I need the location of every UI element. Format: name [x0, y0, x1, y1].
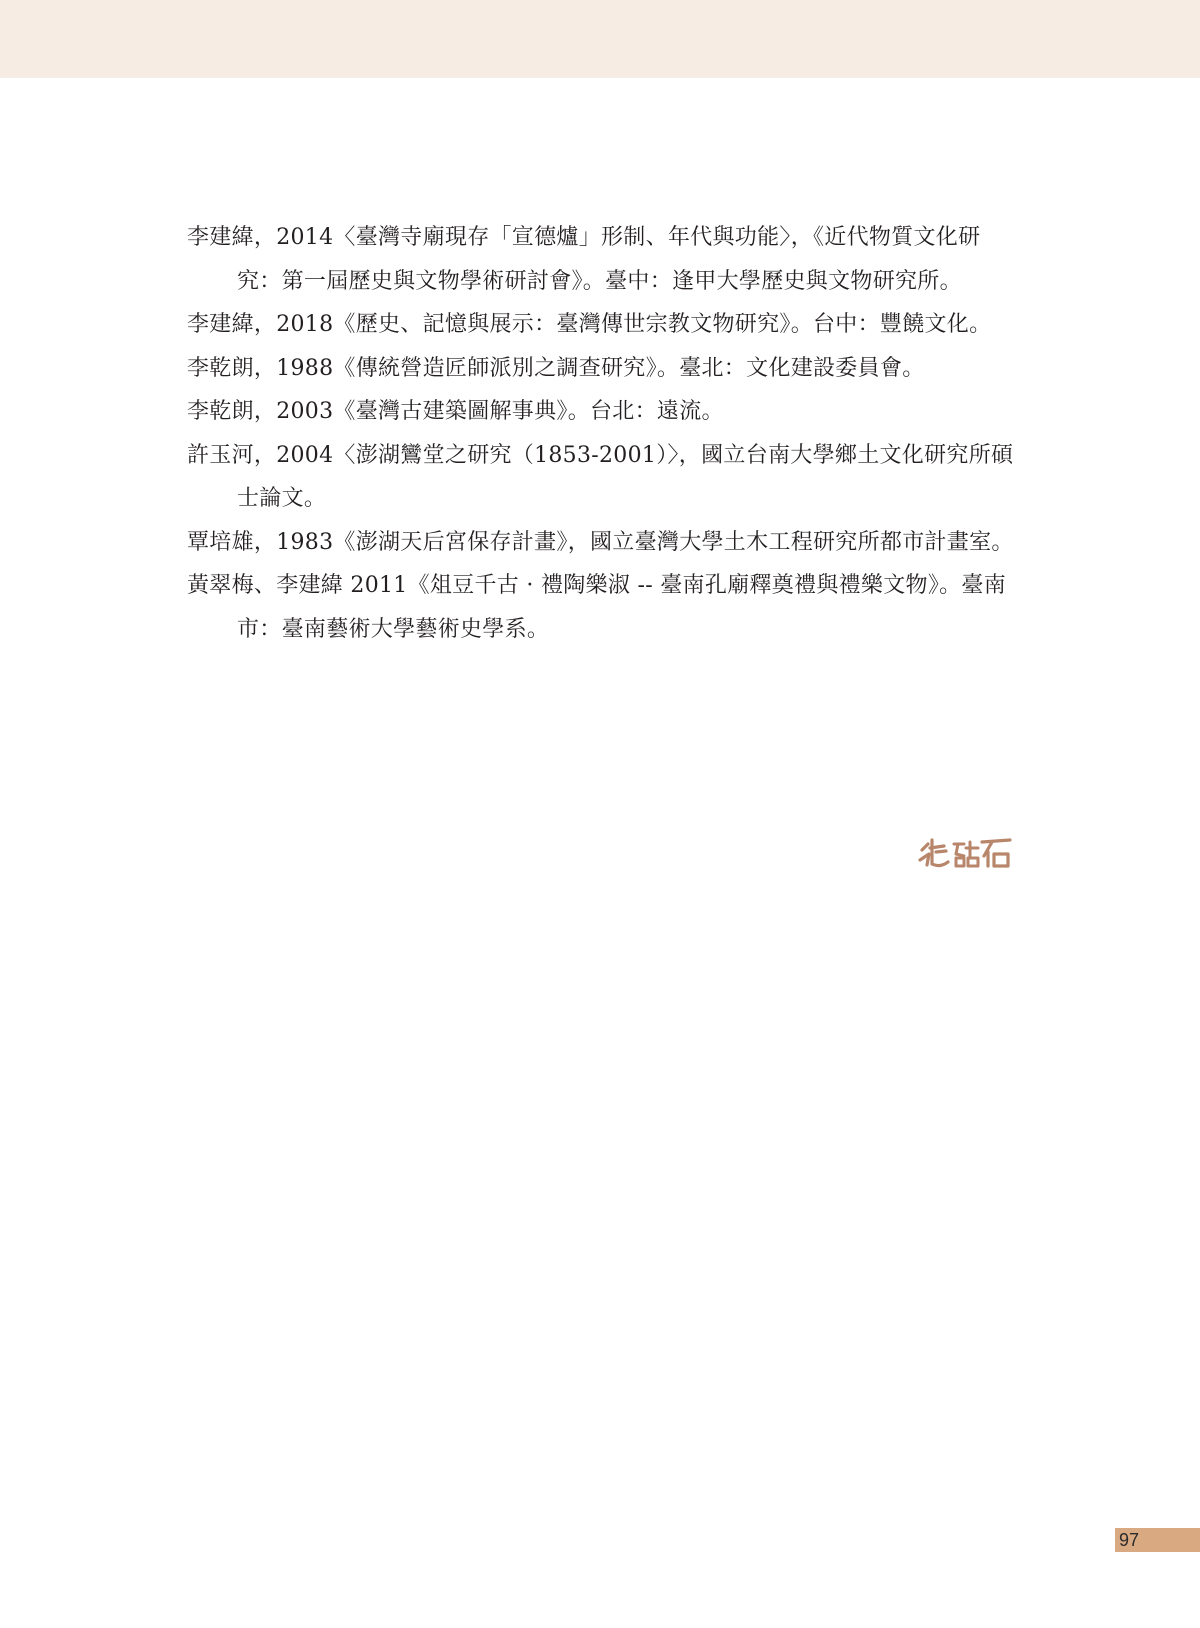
brush-logo	[918, 832, 1012, 872]
reference-entry: 李建緯，2014〈臺灣寺廟現存「宣德爐」形制、年代與功能〉，《近代物質文化研究：第一屆歷史與文物學術研討會》。臺中：逢甲大學歷史與文物研究所。	[187, 225, 981, 294]
header-band	[0, 0, 1200, 78]
reference-entry: 覃培雄，1983《澎湖天后宮保存計畫》，國立臺灣大學土木工程研究所都市計畫室。	[187, 529, 1014, 555]
reference-entry: 黃翠梅、李建緯 2011《俎豆千古 · 禮陶樂淑 -- 臺南孔廟釋奠禮與禮樂文物》。臺南市：臺南藝術大學藝術史學系。	[187, 573, 1007, 642]
reference-entry: 李乾朗，1988《傳統營造匠師派別之調查研究》。臺北：文化建設委員會。	[187, 355, 925, 381]
reference-list	[187, 216, 1017, 651]
page-number-tab	[1115, 1528, 1200, 1552]
reference-entry: 李建緯，2018《歷史、記憶與展示：臺灣傳世宗教文物研究》。台中：豐饒文化。	[187, 312, 992, 337]
reference-entry: 許玉河，2004〈澎湖鸞堂之研究（1853-2001）〉，國立台南大學鄉土文化研究所碩士論文。	[187, 442, 1014, 511]
reference-entry: 李乾朗，2003《臺灣古建築圖解事典》。台北：遠流。	[187, 399, 724, 424]
page-number: 97	[1119, 1530, 1140, 1550]
